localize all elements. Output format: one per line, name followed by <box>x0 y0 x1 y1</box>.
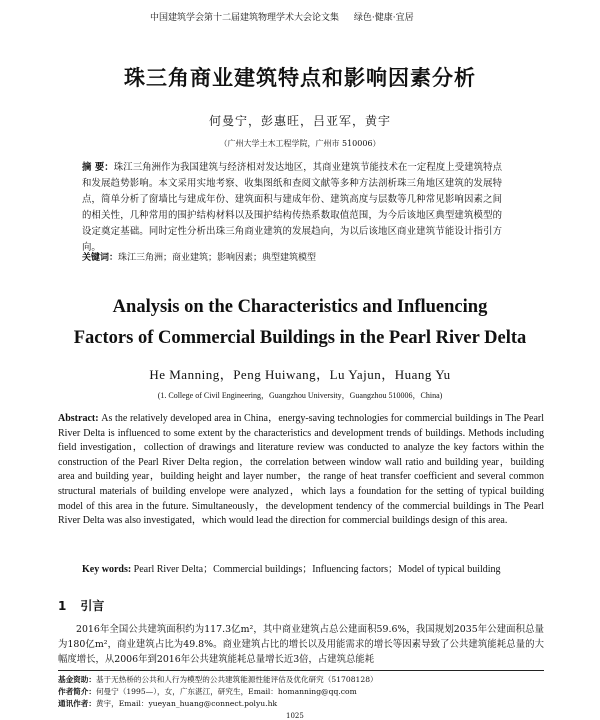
english-title-line2: Factors of Commercial Buildings in the Pearl River Delta <box>73 328 527 348</box>
footnote-divider <box>58 670 544 671</box>
english-authors: He Manning，Peng Huiwang，Lu Yajun，Huang Yu <box>149 367 451 382</box>
section-number: 1 <box>58 599 67 613</box>
english-keywords <box>82 560 542 575</box>
english-keywords-text: Pearl River Delta；Commercial buildings；Influencing factors；Model of typical building <box>133 564 501 575</box>
chinese-keywords-text: 珠江三角洲；商业建筑；影响因素；典型建筑模型 <box>118 253 317 263</box>
chinese-abstract <box>82 160 502 256</box>
intro-paragraph <box>58 622 544 667</box>
english-title-line1: Analysis on the Characteristics and Influencing <box>112 297 488 317</box>
chinese-keywords <box>82 250 512 263</box>
section-heading <box>58 597 104 614</box>
footnote-contact <box>58 698 544 710</box>
english-title <box>0 292 600 354</box>
running-header <box>150 10 480 23</box>
intro-paragraph-text: 2016年全国公共建筑面积约为117.3亿m²，其中商业建筑占总公建面积59.6%，我国规划2035年公建面积总量为180亿m²，商业建筑占比为49.8%。商业建筑占比的增长以及用能需求的增长等因素导致了公共建筑能耗总量的大幅度增长，从2006年到2016年公共建筑能耗总量增长近3倍，占建筑总能耗 <box>58 624 544 665</box>
footnote-contact-text: 黄宇，Email：yueyan_huang@connect.polyu.hk <box>95 699 278 708</box>
chinese-affiliation: （广州大学土木工程学院，广州市 510006） <box>219 139 381 148</box>
footnote-fund-text: 基于无热桥的公共和人行为模型的公共建筑能源性能评估及优化研究（51708128） <box>95 675 378 684</box>
english-affiliation: (1. College of Civil Engineering，Guangzhou University，Guangzhou 510006，China) <box>157 391 443 400</box>
english-abstract-text: As the relatively developed area in China，energy-saving technologies for commercial buildings in The Pearl River Delta is influenced to some extent by the characteristics and development trends of buildings. Methods including field investigation，collection of drawings and literature review was conducted to analyze the key factors within the construction of the Pearl River Delta region，the correlation between window wall ratio and building year，building area and building year，building height and layer number，the range of heat transfer coefficient and several common structural materials of building envelope were analyzed，which lays a foundation for the setting of typical building model of this area in the future. Simultaneously，the development tendency of the commercial buildings in The Pearl River Delta was also investigated，which would lead the direction for commercial buildings design of this area. <box>58 413 544 527</box>
footnote-fund <box>58 674 544 686</box>
chinese-abstract-text: 珠江三角洲作为我国建筑与经济相对发达地区，其商业建筑节能技术在一定程度上受建筑特点和发展趋势影响。本文采用实地考察、收集图纸和查阅文献等多种方法剖析珠三角地区建筑的发展特点，简单分析了窗墙比与建成年份、建筑面积与建成年份、建筑高度与层数等几种常见影响因素之间的相关性，几种常用的围护结构材料以及围护结构传热系数取值范围，为今后该地区典型建筑模型的设定奠定基础。同时定性分析出珠三角商业建筑的发展趋向，为以后该地区商业建筑节能设计指引方向。 <box>82 162 502 253</box>
chinese-title: 珠三角商业建筑特点和影响因素分析 <box>124 66 476 90</box>
footnote-author-text: 何曼宁（1995—），女，广东湛江，研究生，Email：homanning@qq.com <box>95 687 357 696</box>
chinese-keywords-label: 关键词： <box>82 253 119 263</box>
section-title: 引言 <box>80 599 105 613</box>
english-abstract <box>58 412 544 529</box>
conference-theme: 绿色·健康·宜居 <box>353 13 414 23</box>
footnote-fund-label: 基金资助： <box>58 675 96 684</box>
page-number: 1025 <box>286 712 304 720</box>
chinese-authors: 何曼宁，彭惠旺，吕亚军，黄宇 <box>208 114 391 128</box>
footnote-author-label: 作者简介： <box>58 687 96 696</box>
english-abstract-label: Abstract: <box>58 413 99 424</box>
journal-name: 中国建筑学会第十二届建筑物理学术大会论文集 <box>150 13 340 23</box>
footnotes <box>58 674 544 710</box>
footnote-contact-label: 通讯作者： <box>58 699 96 708</box>
chinese-abstract-label: 摘 要： <box>82 162 114 173</box>
english-keywords-label: Key words: <box>82 564 132 575</box>
footnote-author <box>58 686 544 698</box>
